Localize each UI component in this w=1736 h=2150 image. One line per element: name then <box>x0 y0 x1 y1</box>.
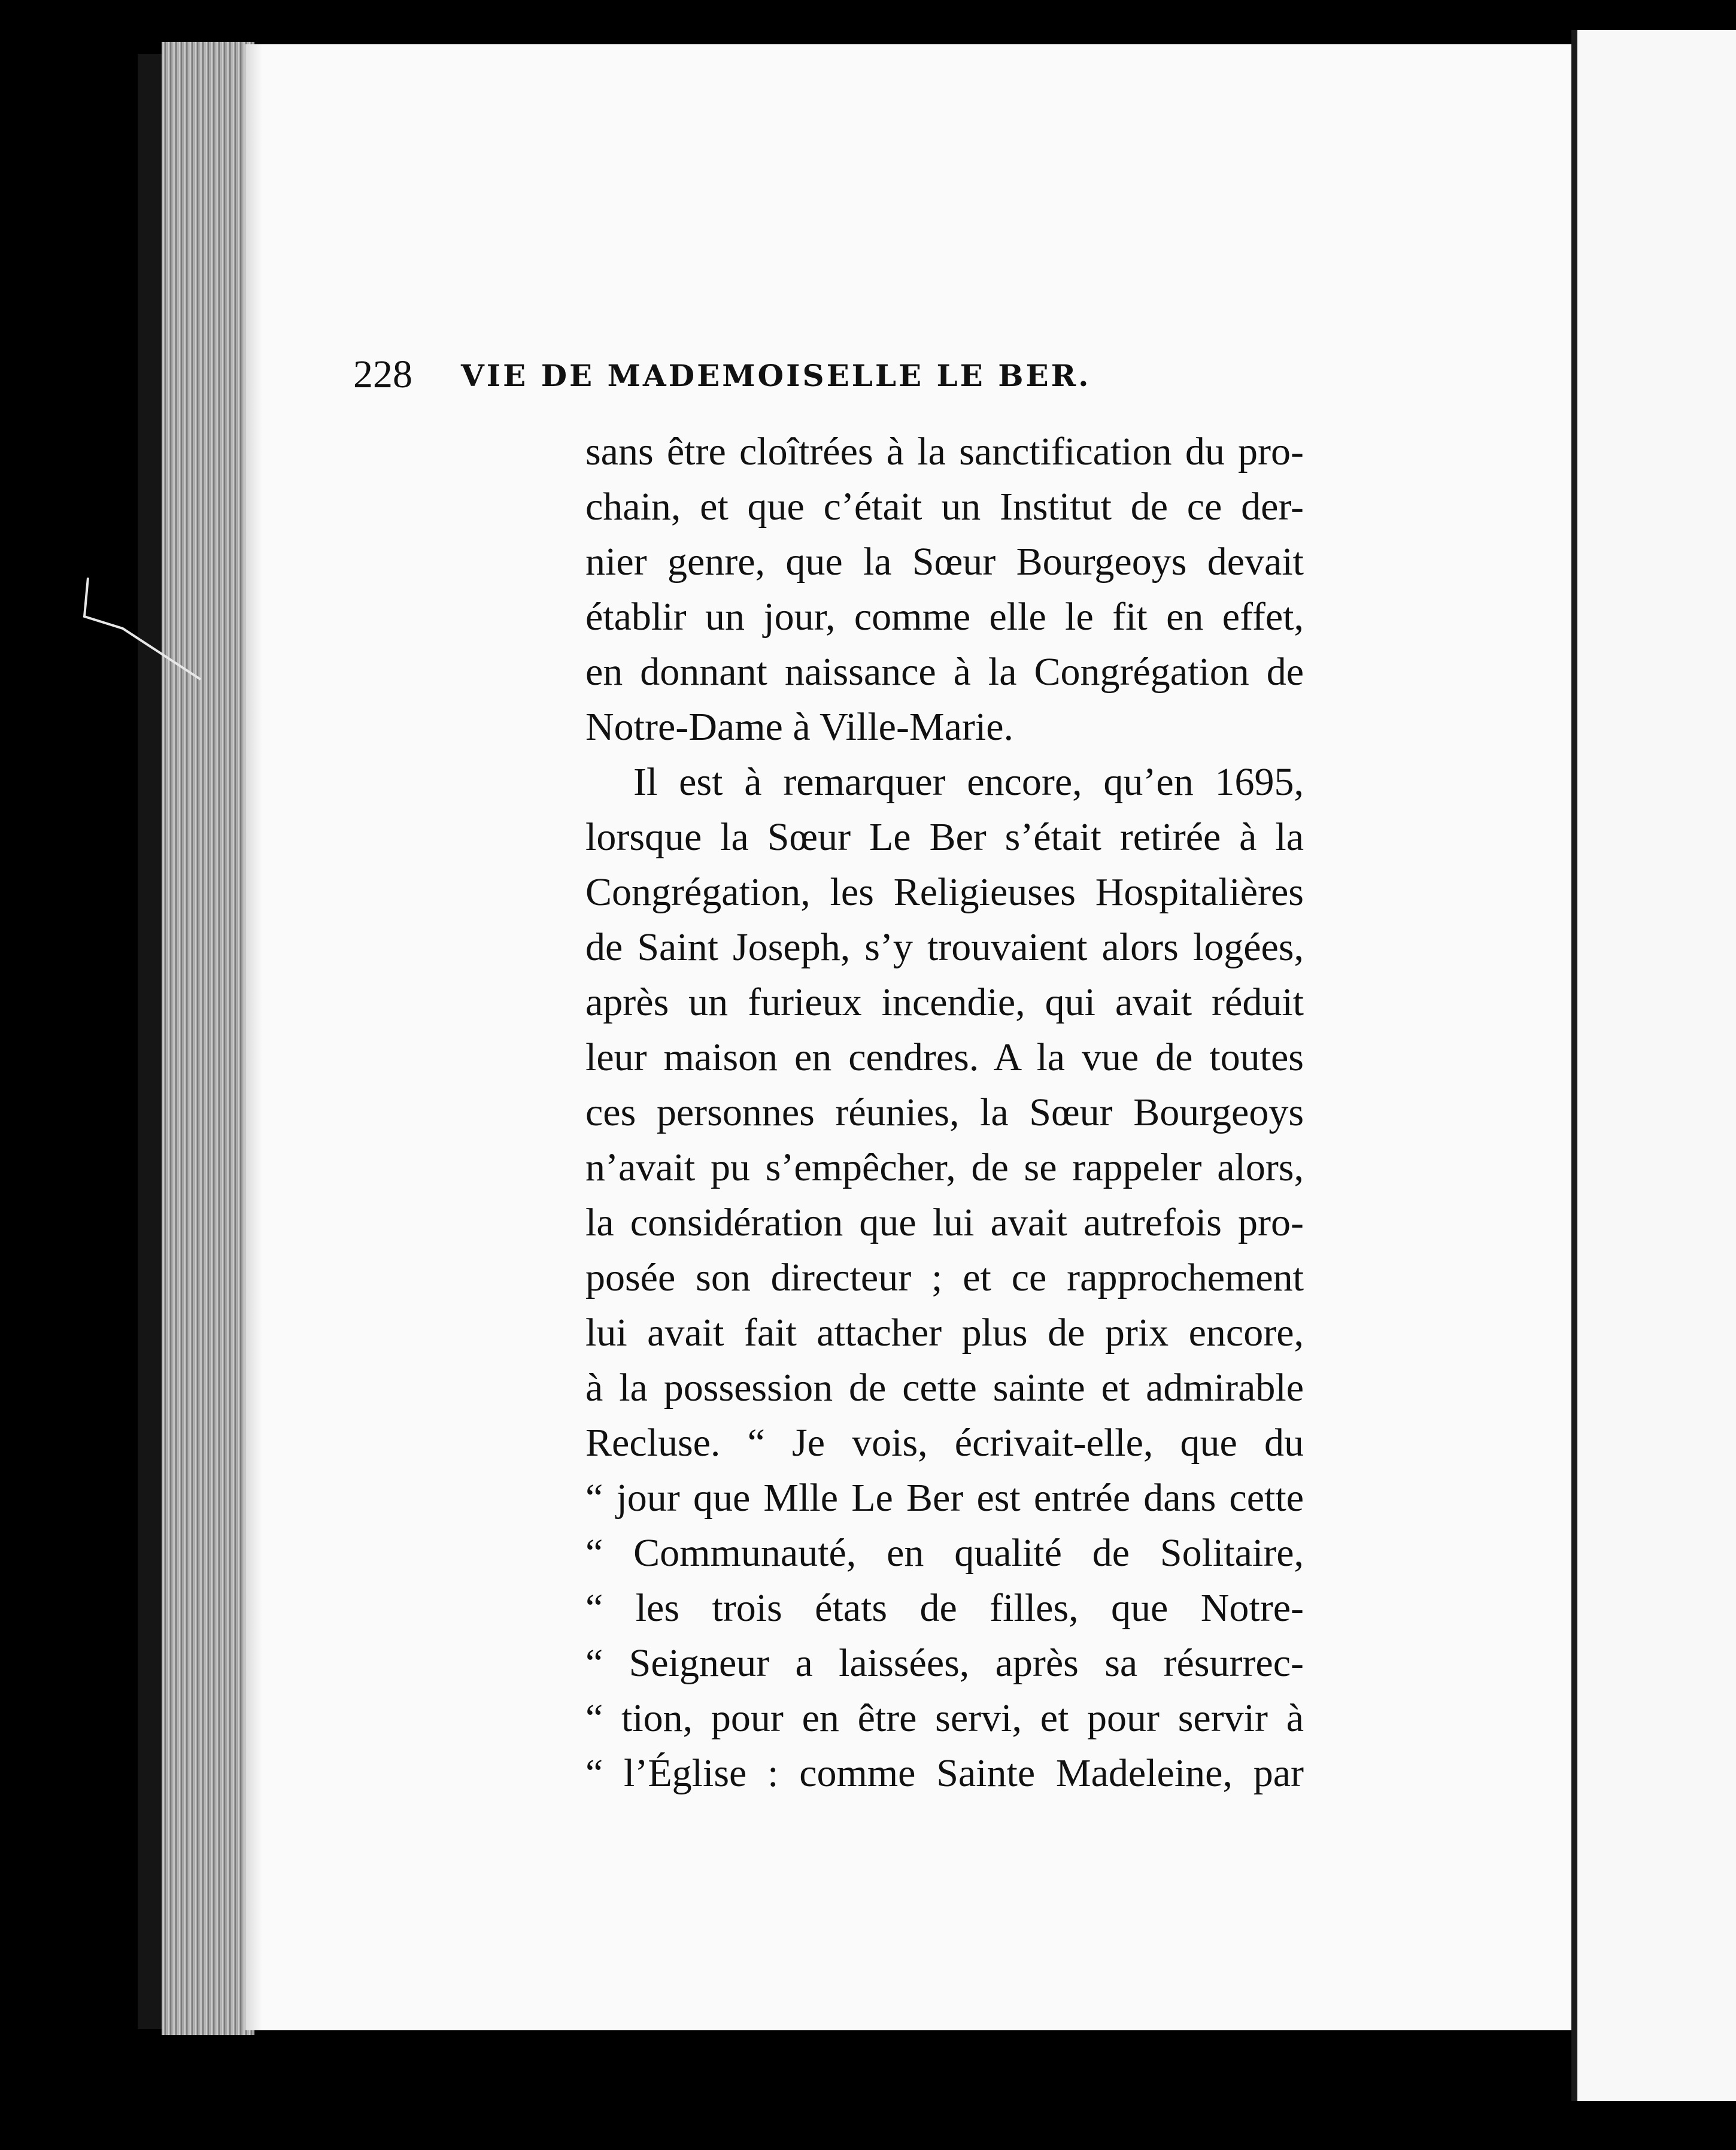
text-line: n’avait pu s’empêcher, de se rappeler alors, <box>585 1146 1304 1189</box>
text-line: ces personnes réunies, la Sœur Bourgeoys <box>585 1091 1304 1134</box>
text-line: Il est à remarquer encore, qu’en 1695, <box>633 760 1304 804</box>
text-line: chain, et que c’était un Institut de ce der- <box>585 485 1304 529</box>
text-line: leur maison en cendres. A la vue de toutes <box>585 1035 1304 1079</box>
text-line: “ Seigneur a laissées, après sa résurrec- <box>585 1641 1304 1685</box>
text-line: “ l’Église : comme Sainte Madeleine, par <box>585 1751 1304 1795</box>
text-line: la considération que lui avait autrefois pro- <box>585 1201 1304 1244</box>
page-number: 228 <box>353 353 412 396</box>
text-line: “ les trois états de filles, que Notre- <box>585 1586 1304 1630</box>
running-title: VIE DE MADEMOISELLE LE BER. <box>461 358 1091 393</box>
text-line: de Saint Joseph, s’y trouvaient alors logées, <box>585 925 1304 969</box>
text-line: “ jour que Mlle Le Ber est entrée dans cette <box>585 1476 1304 1520</box>
text-line: Notre-Dame à Ville-Marie. <box>585 705 1014 749</box>
text-line: Congrégation, les Religieuses Hospitalières <box>585 870 1304 914</box>
text-line: posée son directeur ; et ce rapprochement <box>585 1256 1304 1299</box>
text-line: sans être cloîtrées à la sanctification du pro- <box>585 430 1304 473</box>
text-line: “ tion, pour en être servi, et pour servir à <box>585 1696 1304 1740</box>
text-line: après un furieux incendie, qui avait réduit <box>585 980 1304 1024</box>
text-line: en donnant naissance à la Congrégation de <box>585 650 1304 694</box>
text-line: Recluse. “ Je vois, écrivait-elle, que du <box>585 1421 1304 1465</box>
text-line: à la possession de cette sainte et admirable <box>585 1366 1304 1410</box>
text-line: lorsque la Sœur Le Ber s’était retirée à la <box>585 815 1304 859</box>
text-line: nier genre, que la Sœur Bourgeoys devait <box>585 540 1304 584</box>
text-line: “ Communauté, en qualité de Solitaire, <box>585 1531 1304 1575</box>
text-line: établir un jour, comme elle le fit en effet, <box>585 595 1304 639</box>
text-line: lui avait fait attacher plus de prix encore, <box>585 1311 1304 1355</box>
